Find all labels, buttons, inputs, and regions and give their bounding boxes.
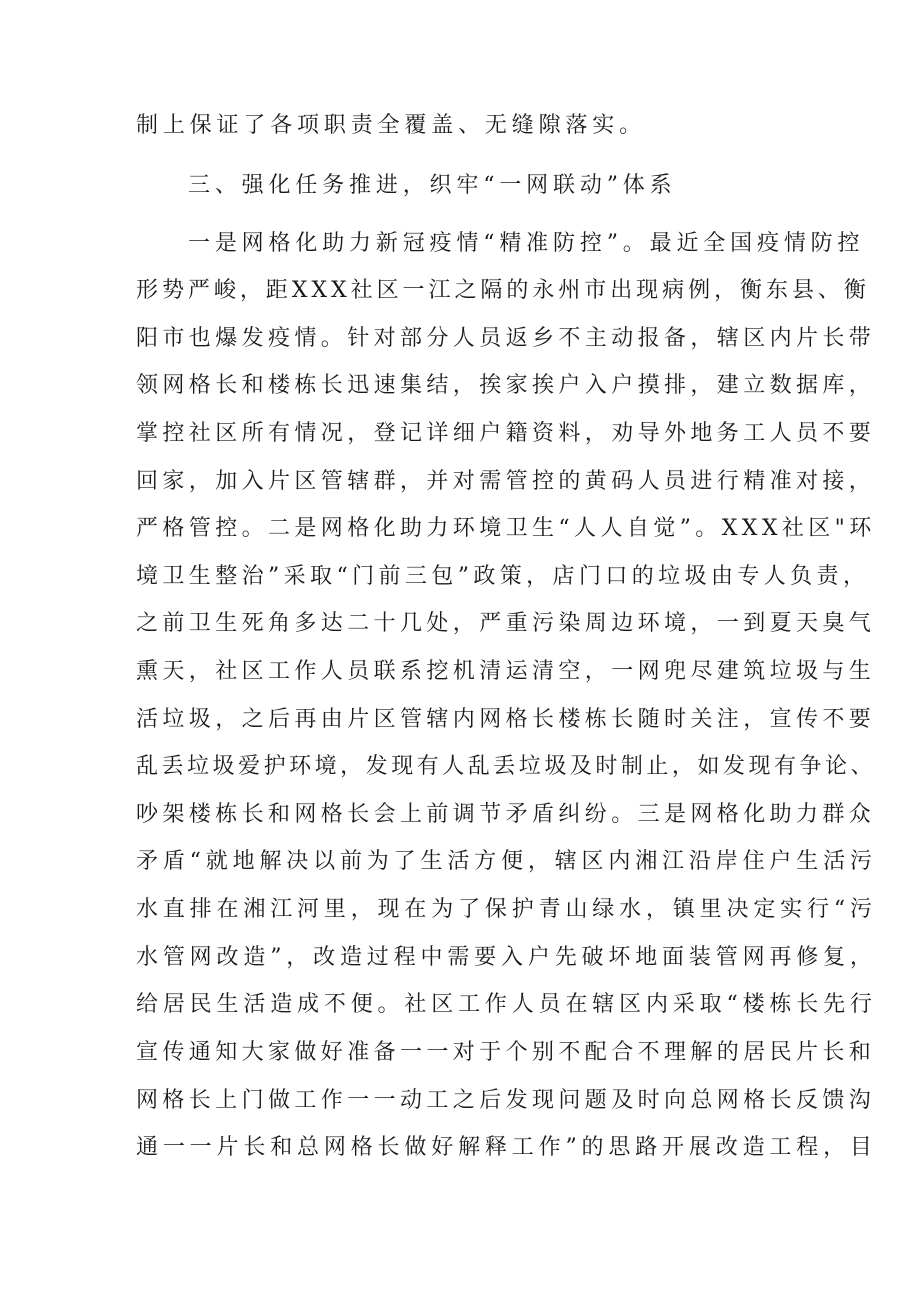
text-line-3: 一是网格化助力新冠疫情“精准防控”。最近全国疫情防控	[188, 231, 865, 256]
text-line-1: 制上保证了各项职责全覆盖、无缝隙落实。	[136, 113, 646, 138]
text-line-15: 吵架楼栋长和网格长会上前调节矛盾纠纷。三是网格化助力群众	[136, 802, 876, 827]
section-heading: 三、强化任务推进，织牢“一网联动”体系	[188, 173, 677, 198]
text-line-13: 活垃圾，之后再由片区管辖内网格长楼栋长随时关注，宣传不要	[136, 707, 876, 732]
text-line-9: 严格管控。二是网格化助力环境卫生“人人自觉”。XXX社区"环	[136, 516, 876, 541]
text-line-10: 境卫生整治”采取“门前三包”政策，店门口的垃圾由专人负责，	[136, 564, 870, 589]
text-line-6: 领网格长和楼栋长迅速集结，挨家挨户入户摸排，建立数据库，	[136, 373, 876, 398]
text-line-18: 水管网改造”，改造过程中需要入户先破坏地面装管网再修复，	[136, 945, 877, 970]
text-line-21: 网格长上门做工作一一动工之后发现问题及时向总网格长反馈沟	[136, 1088, 876, 1113]
text-line-22: 通一一片长和总网格长做好解释工作”的思路开展改造工程，目	[136, 1135, 877, 1160]
text-line-14: 乱丢垃圾爱护环境，发现有人乱丢垃圾及时制止，如发现有争论、	[136, 754, 877, 779]
text-line-7: 掌控社区所有情况，登记详细户籍资料，劝导外地务工人员不要	[136, 421, 876, 446]
text-line-5: 阳市也爆发疫情。针对部分人员返乡不主动报备，辖区内片长带	[136, 326, 876, 351]
text-line-19: 给居民生活造成不便。社区工作人员在辖区内采取“楼栋长先行	[136, 992, 877, 1017]
text-line-16: 矛盾“就地解决以前为了生活方便，辖区内湘江沿岸住户生活污	[136, 849, 877, 874]
text-line-20: 宣传通知大家做好准备一一对于个别不配合不理解的居民片长和	[136, 1040, 876, 1065]
text-line-8: 回家，加入片区管辖群，并对需管控的黄码人员进行精准对接，	[136, 469, 876, 494]
text-line-11: 之前卫生死角多达二十几处，严重污染周边环境，一到夏天臭气	[136, 611, 876, 636]
text-line-17: 水直排在湘江河里，现在为了保护青山绿水，镇里决定实行“污	[136, 897, 877, 922]
text-line-12: 熏天，社区工作人员联系挖机清运清空，一网兜尽建筑垃圾与生	[136, 659, 876, 684]
text-line-4: 形势严峻，距XXX社区一江之隔的永州市出现病例，衡东县、衡	[136, 278, 870, 303]
